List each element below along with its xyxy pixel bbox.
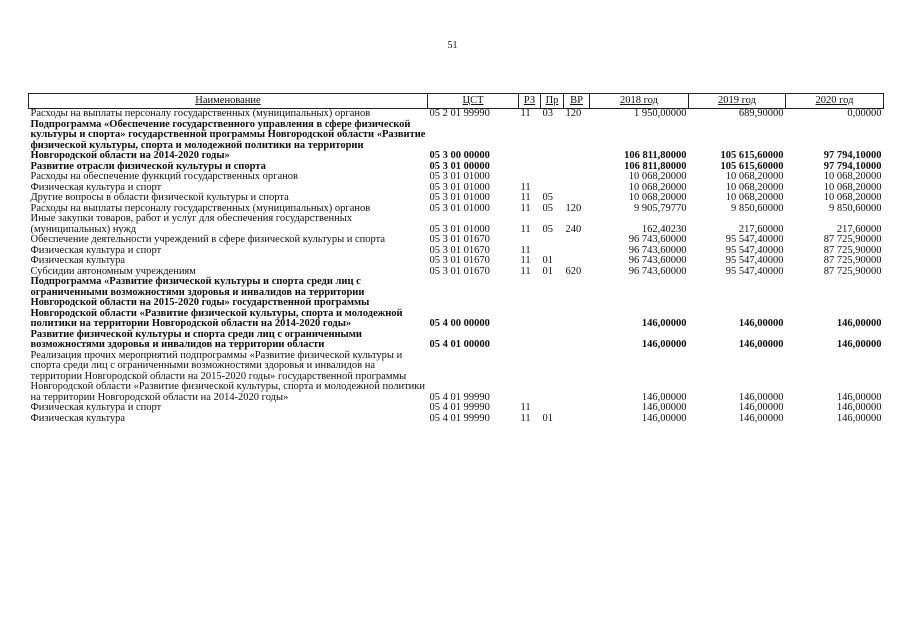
cell-vr [564,183,590,194]
cell-2018: 96 743,60000 [628,244,687,256]
table-body [29,109,884,425]
cell-code: 05 3 00 00000 [429,150,490,161]
cell-pr [541,120,564,162]
cell-2018: 10 068,20000 [628,181,687,193]
cell-pr: 03 [542,108,553,119]
cell-name: Реализация прочих мероприятий подпрограммы «Развитие физической культуры и спорта среди лиц с ограниченными возможностями здоровья и инвалидов на территории Новгородской области на 2015-2020 годы» государственной программы Новгородской области «Развитие физической культуры, спорта и молодежной политики на территории Новгородской области на 2014-2020 годы» [30,349,425,403]
cell-pr [541,172,564,183]
table-row [29,109,884,120]
cell-rz: 11 [520,265,531,277]
cell-rz [519,235,541,246]
cell-vr: 620 [565,265,582,277]
cell-pr: 05 [542,223,553,235]
cell-2020: 146,00000 [836,318,882,329]
cell-pr [541,330,564,351]
cell-code: 05 3 01 01000 [429,181,490,193]
page-number: 51 [447,40,458,51]
cell-rz: 11 [520,255,531,266]
cell-rz: 11 [520,202,531,214]
cell-vr [564,246,590,257]
cell-2019: 146,00000 [738,391,784,403]
cell-name: Иные закупки товаров, работ и услуг для обеспечения государственных (муниципальных) нужд [30,213,353,235]
cell-vr [564,403,590,414]
cell-2018: 96 743,60000 [628,234,687,245]
cell-pr: 01 [542,265,553,277]
table-row [29,235,884,246]
cell-2020: 10 068,20000 [823,181,882,193]
cell-code: 05 4 01 99990 [429,391,490,403]
cell-2020: 87 725,90000 [823,265,882,277]
cell-vr: 120 [565,108,582,119]
table-header-row [29,94,884,109]
cell-2019: 105 615,60000 [720,150,784,161]
cell-2018: 106 811,80000 [624,150,687,161]
cell-2018: 146,00000 [641,318,687,329]
cell-name: Физическая культура и спорт [30,244,162,256]
cell-name: Подпрограмма «Развитие физической культуры и спорта среди лиц с ограниченными возможностями здоровья и инвалидов на территории Новгородской области на 2015-2020 годы» государственной программы Новгородской области «Развитие физической культуры, спорта и молодежной политики на территории Новгородской области на 2014-2020 годы» [30,276,403,329]
cell-name: Физическая культура [30,255,126,266]
cell-vr [564,414,590,425]
cell-2018: 162,40230 [641,223,687,235]
cell-vr: 240 [565,223,582,235]
column-header-rz: РЗ [519,94,541,109]
cell-pr: 01 [542,255,553,266]
cell-name: Расходы на выплаты персоналу государственных (муниципальных) органов [30,108,371,119]
column-header-2020: 2020 год [786,94,884,109]
cell-2018: 146,00000 [641,339,687,350]
cell-2019: 10 068,20000 [725,181,784,193]
cell-2020: 146,00000 [836,412,882,424]
table-row [29,277,884,330]
cell-2018: 96 743,60000 [628,255,687,266]
cell-2020: 97 794,10000 [823,150,882,161]
budget-table [28,93,884,424]
cell-vr [564,351,590,404]
cell-2020: 146,00000 [836,402,882,413]
cell-rz: 11 [520,412,531,424]
cell-2020: 146,00000 [836,391,882,403]
cell-pr [541,162,564,173]
cell-2019: 10 068,20000 [725,192,784,203]
cell-name: Расходы на обеспечение функций государственных органов [30,171,298,182]
cell-2018: 96 743,60000 [628,265,687,277]
cell-rz [519,330,541,351]
cell-vr [564,277,590,330]
table-row [29,256,884,267]
cell-2020: 10 068,20000 [823,192,882,203]
cell-pr: 05 [542,192,553,203]
cell-2019: 9 850,60000 [731,202,784,214]
cell-code: 05 4 01 00000 [429,339,490,350]
table-row [29,214,884,235]
cell-2018: 146,00000 [641,412,687,424]
cell-2019: 95 547,40000 [725,244,784,256]
cell-2020: 146,00000 [836,339,882,350]
cell-code: 05 3 01 01670 [429,265,490,277]
cell-2019: 146,00000 [738,412,784,424]
cell-code: 05 3 01 01670 [429,244,490,256]
column-header-vr: ВР [564,94,590,109]
cell-2020: 87 725,90000 [823,244,882,256]
cell-2019: 146,00000 [738,339,784,350]
cell-2019: 689,90000 [738,108,784,119]
cell-2020: 10 068,20000 [823,171,882,182]
column-header-pr: Пр [541,94,564,109]
cell-2018: 9 905,79770 [634,202,687,214]
cell-pr: 01 [542,412,553,424]
cell-vr [564,256,590,267]
cell-rz: 11 [520,108,531,119]
cell-2020: 217,60000 [836,223,882,235]
cell-pr: 05 [542,202,553,214]
cell-code: 05 3 01 01670 [429,255,490,266]
cell-rz [519,162,541,173]
cell-name: Расходы на выплаты персоналу государственных (муниципальных) органов [30,202,371,214]
cell-name: Развитие физической культуры и спорта среди лиц с ограниченными возможностями здоровья и инвалидов на территории области [30,328,362,350]
cell-code: 05 3 01 01000 [429,223,490,235]
cell-rz: 11 [520,402,531,413]
cell-2020: 0,00000 [847,108,882,119]
cell-2020: 87 725,90000 [823,234,882,245]
cell-2019: 146,00000 [738,402,784,413]
cell-pr [541,403,564,414]
cell-code: 05 4 01 99990 [429,412,490,424]
cell-code: 05 3 01 00000 [429,160,490,172]
column-header-2019: 2019 год [689,94,786,109]
cell-name: Физическая культура и спорт [30,402,162,413]
cell-rz [519,172,541,183]
cell-2019: 95 547,40000 [725,234,784,245]
cell-2020: 87 725,90000 [823,255,882,266]
table-row [29,351,884,404]
cell-name: Субсидии автономным учреждениям [30,265,196,277]
cell-rz: 11 [520,244,531,256]
cell-2019: 95 547,40000 [725,255,784,266]
cell-code: 05 4 01 99990 [429,402,490,413]
cell-rz [519,277,541,330]
cell-2019: 10 068,20000 [725,171,784,182]
column-header-2018: 2018 год [590,94,689,109]
cell-2018: 106 811,80000 [624,160,687,172]
cell-code: 05 3 01 01670 [429,234,490,245]
cell-2020: 97 794,10000 [823,160,882,172]
cell-vr [564,235,590,246]
cell-code: 05 3 01 01000 [429,192,490,203]
cell-vr [564,162,590,173]
cell-2019: 95 547,40000 [725,265,784,277]
cell-2018: 10 068,20000 [628,171,687,182]
cell-code: 05 3 01 01000 [429,171,490,182]
table-row [29,120,884,162]
cell-code: 05 2 01 99990 [429,108,490,119]
table-row [29,172,884,183]
cell-rz [519,351,541,404]
cell-vr [564,330,590,351]
cell-pr [541,235,564,246]
cell-name: Другие вопросы в области физической культуры и спорта [30,192,289,203]
cell-2018: 146,00000 [641,402,687,413]
cell-name: Развитие отрасли физической культуры и спорта [30,160,266,172]
cell-pr [541,351,564,404]
cell-vr: 120 [565,202,582,214]
cell-2020: 9 850,60000 [829,202,882,214]
table-row [29,330,884,351]
table-row [29,193,884,204]
cell-code: 05 3 01 01000 [429,202,490,214]
cell-rz [519,120,541,162]
cell-2019: 105 615,60000 [720,160,784,172]
cell-pr [541,277,564,330]
cell-name: Физическая культура и спорт [30,181,162,193]
cell-name: Обеспечение деятельности учреждений в сфере физической культуры и спорта [30,234,386,245]
table-row [29,403,884,414]
cell-2019: 217,60000 [738,223,784,235]
cell-rz: 11 [520,223,531,235]
cell-name: Физическая культура [30,412,126,424]
cell-vr [564,193,590,204]
cell-rz: 11 [520,192,531,203]
cell-vr [564,172,590,183]
cell-code: 05 4 00 00000 [429,318,490,329]
column-header-name: Наименование [29,94,428,109]
cell-name: Подпрограмма «Обеспечение государственного управления в сфере физической культуры и спорта» государственной программы Новгородской области «Развитие физической культуры, спорта и молодежной политики на территории Новгородской области на 2014-2020 годы» [30,118,426,161]
cell-2018: 10 068,20000 [628,192,687,203]
cell-2018: 1 950,00000 [634,108,687,119]
cell-2019: 146,00000 [738,318,784,329]
cell-rz: 11 [520,181,531,193]
cell-vr [564,120,590,162]
table-row [29,414,884,425]
cell-2018: 146,00000 [641,391,687,403]
column-header-code: ЦСТ [428,94,519,109]
